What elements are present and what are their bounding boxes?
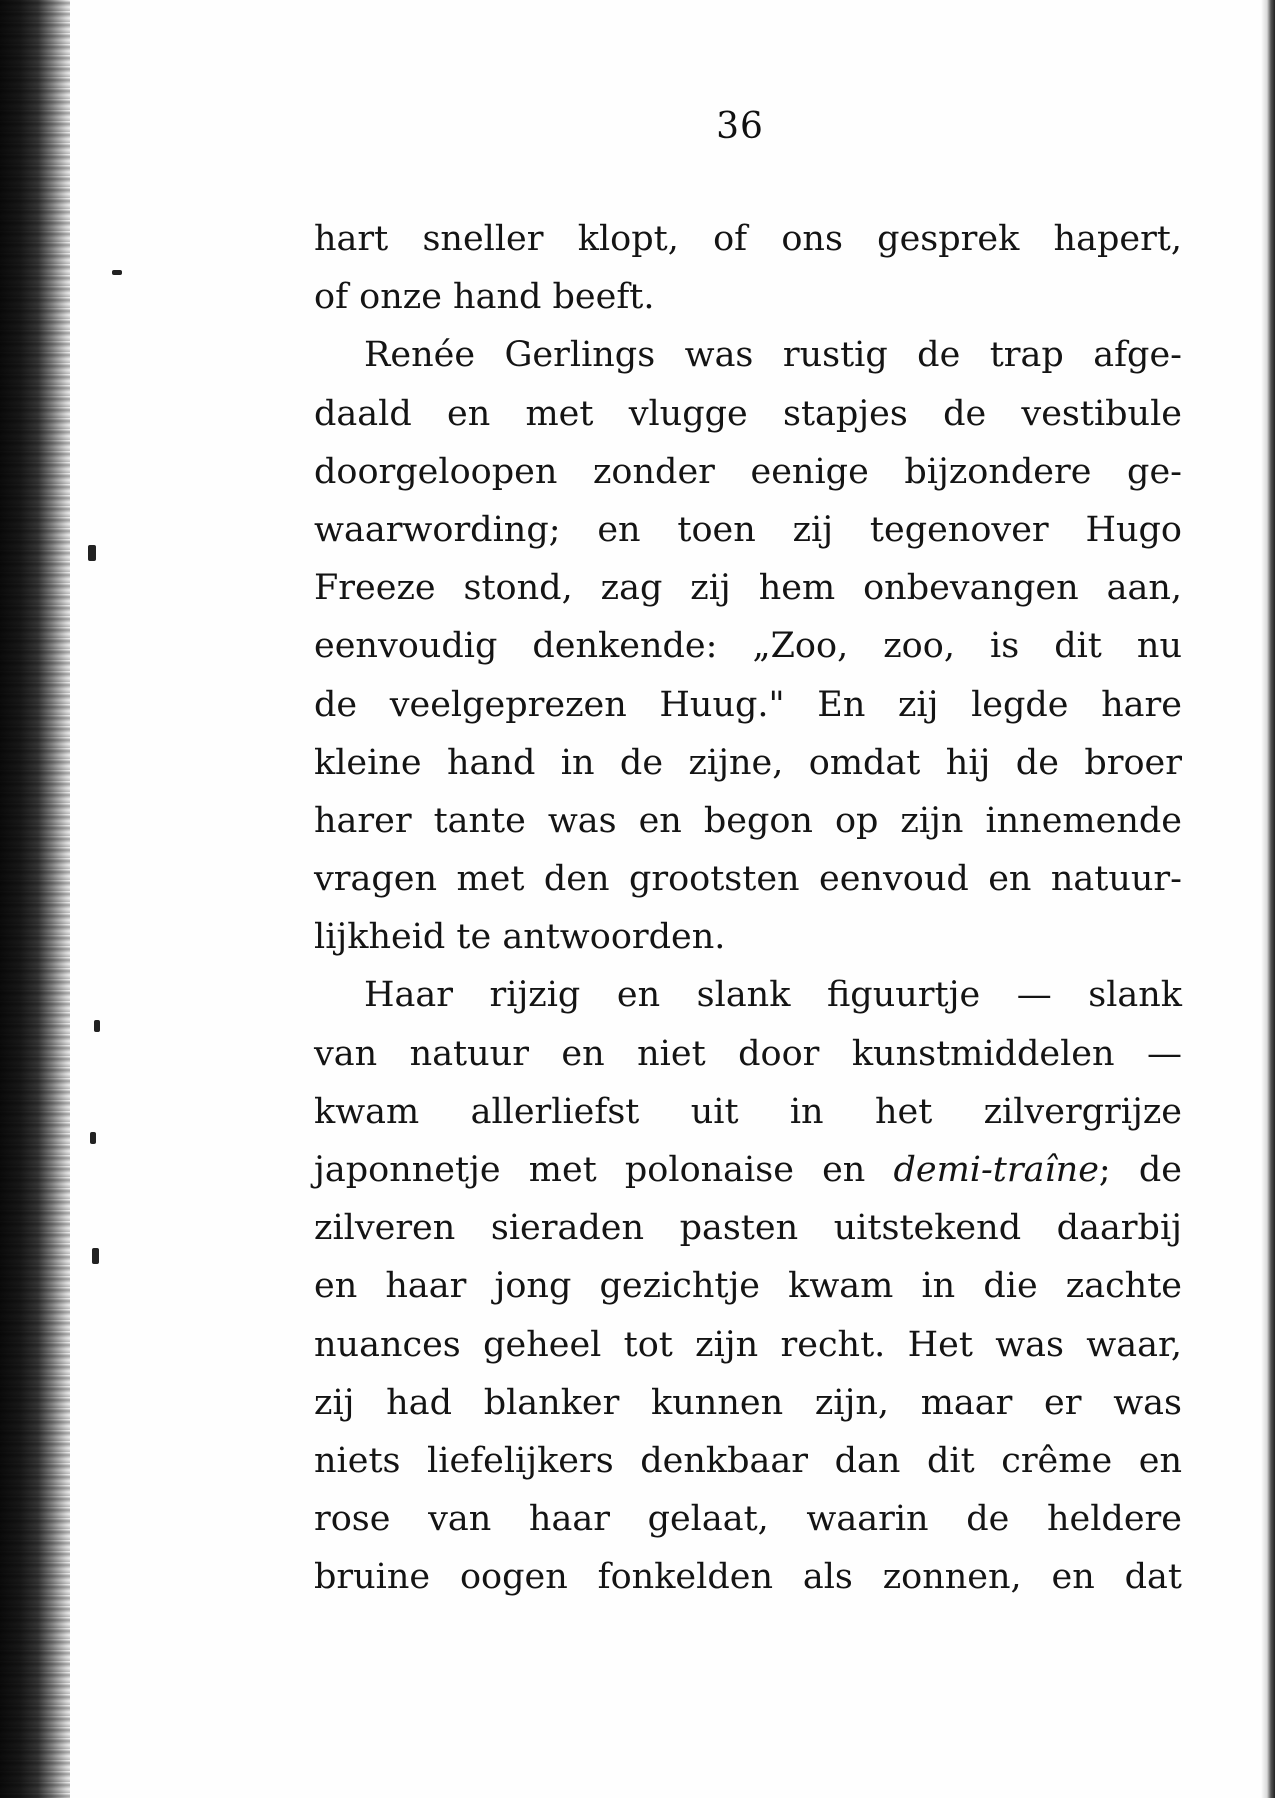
text-line-segment: japonnetje met polonaise en [314, 1150, 894, 1190]
text-line: waarwording; en toen zij tegenover Hugo [314, 509, 1182, 550]
page-right-edge [1261, 0, 1275, 1798]
text-line: daald en met vlugge stapjes de vestibule [314, 393, 1182, 434]
text-line: eenvoudig denkende: „Zoo, zoo, is dit nu [314, 626, 1182, 667]
text-line: harer tante was en begon op zijn innemende [314, 800, 1182, 841]
text-line: de veelgeprezen Huug." En zij legde hare [314, 684, 1182, 725]
text-line: hart sneller klopt, of ons gesprek hapert, [314, 219, 1182, 259]
page-number: 36 [716, 106, 764, 147]
text-line: zij had blanker kunnen zijn, maar er was [314, 1382, 1182, 1423]
text-line: vragen met den grootsten eenvoud en natuur- [314, 859, 1182, 900]
text-line: lijkheid te antwoorden. [314, 917, 726, 958]
text-line: kleine hand in de zijne, omdat hij de broer [314, 742, 1182, 783]
text-line: bruine oogen fonkelden als zonnen, en dat [314, 1557, 1182, 1598]
text-line: Freeze stond, zag zij hem onbevangen aan, [314, 568, 1182, 609]
text-line-segment: ; de [1098, 1150, 1182, 1190]
text-line: en haar jong gezichtje kwam in die zachte [314, 1266, 1182, 1307]
text-line: doorgeloopen zonder eenige bijzondere ge- [314, 451, 1182, 492]
text-line: nuances geheel tot zijn recht. Het was waar, [314, 1324, 1182, 1365]
text-line: niets liefelijkers denkbaar dan dit crême en [314, 1440, 1182, 1481]
text-line: of onze hand beeft. [314, 277, 655, 318]
body-text [314, 210, 1182, 1607]
text-line: Renée Gerlings was rustig de trap afge- [364, 335, 1182, 376]
text-line: Haar rijzig en slank figuurtje — slank [364, 975, 1182, 1016]
italic-term: demi-traîne [893, 1150, 1099, 1190]
text-line: van natuur en niet door kunstmiddelen — [314, 1033, 1182, 1074]
text-line: zilveren sieraden pasten uitstekend daarbij [314, 1208, 1182, 1249]
binding-specks [60, 0, 130, 1798]
text-line: rose van haar gelaat, waarin de heldere [314, 1499, 1182, 1540]
text-line: kwam allerliefst uit in het zilvergrijze [314, 1091, 1182, 1132]
text-line [314, 1141, 1182, 1199]
